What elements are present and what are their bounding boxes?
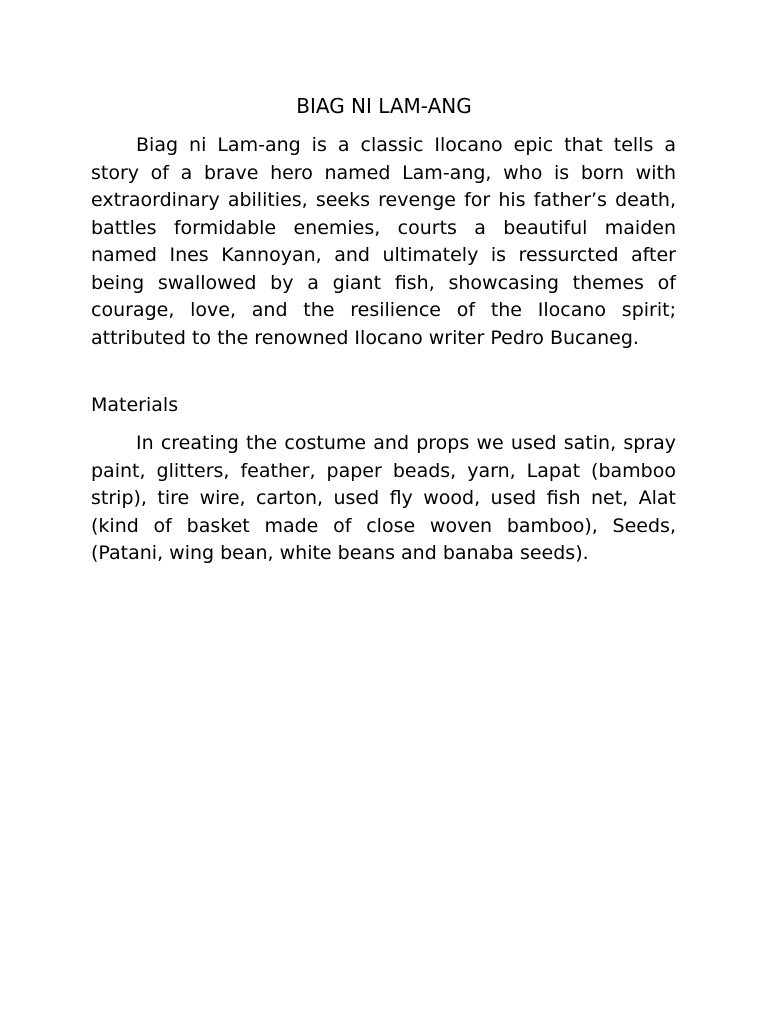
intro-paragraph: Biag ni Lam-ang is a classic Ilocano epic that tells a story of a brave hero named Lam-ang, who is born with extraordinary abilities, seeks revenge for his father’s death, battles formidable enemies, courts a beautiful maiden named Ines Kannoyan, and ultimately is ressurcted after being swallowed by a giant fish, showcasing themes of courage, love, and the resilience of the Ilocano spirit; attributed to the renowned Ilocano writer Pedro Bucaneg. xyxy=(91,134,676,349)
document-title: BIAG NI LAM-ANG xyxy=(296,94,472,118)
materials-heading: Materials xyxy=(91,394,179,416)
materials-paragraph: In creating the costume and props we used satin, spray paint, glitters, feather, paper beads, yarn, Lapat (bamboo strip), tire wire, carton, used fly wood, used fish net, Alat (kind of basket made of close woven bamboo), Seeds, (Patani, wing bean, white beans and banaba seeds). xyxy=(91,432,676,564)
